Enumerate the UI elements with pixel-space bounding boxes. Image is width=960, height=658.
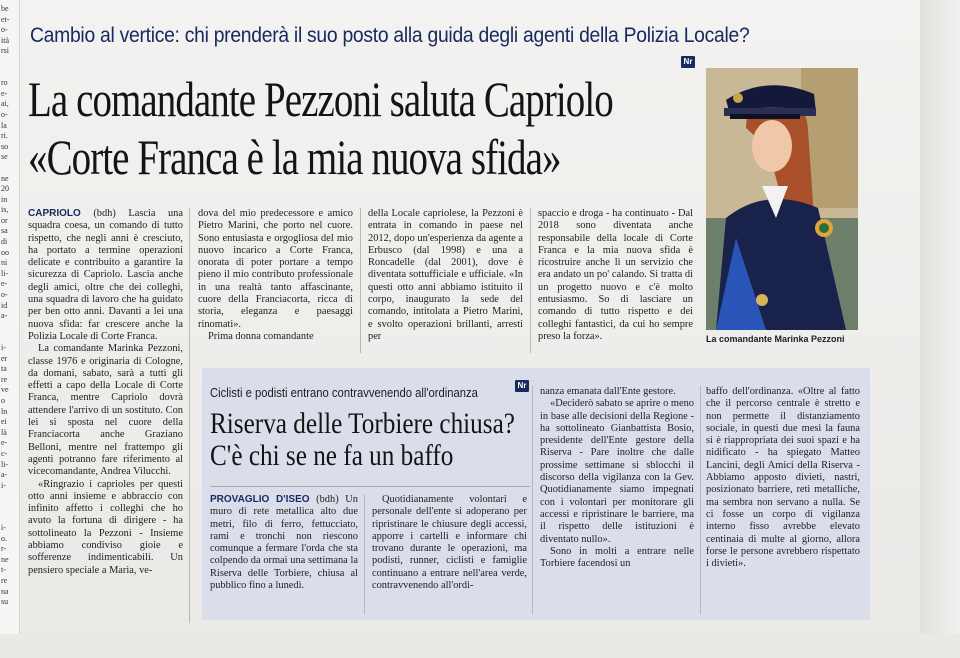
paragraph: della Locale capriolese, la Pezzoni è entrata in comando in paese nel 2012, dopo un'esperienza da agente a Erbusco (dal 1998) e una a Roncadelle (dal 2001), dove è diventata sottufficiale e ufficiale. «In questi otto anni abbiamo istituito il corpo, inaugurato la sede del comando, intitolata a Pietro Marini, e svolto operazioni brillanti, arresti per (368, 208, 523, 342)
dateline: CAPRIOLO (28, 208, 81, 219)
strip-fragment (1, 502, 19, 513)
strip-fragment: na (1, 586, 9, 596)
sidebar-headline-line-2: C'è chi se ne fa un baffo (210, 439, 454, 472)
paragraph: dova del mio predecessore e amico Pietro Marini, che porto nel cuore. Sono entusiasta e orgogliosa del mio nuovo incarico a Corte Franca, onorata di poter portare a tempo pieno il mio contributo professionale in una realtà tanto affascinante, cuore della Franciacorta, ricca di storia, eleganza e paesaggi rinomati». (198, 208, 353, 330)
strip-fragment: ro (1, 78, 8, 88)
strip-fragment: i- (1, 343, 6, 352)
portrait-photo (706, 68, 858, 330)
strip-fragment: ri. (1, 131, 8, 141)
strip-fragment: o- (1, 25, 8, 35)
paragraph: Lascia una squadra coesa, un comando di tutto rispetto, che negli anni è cresciuto, ha portato a termine operazioni delicate e contribuito a garantire la sicurezza di Capriolo. Lascia anche degli amici, oltre che dei colleghi, una squadra di lavoro che ha guidato per ben otto anni. Davanti a lei una nuova sfida: far crescere anche la Polizia Locale di Corte Franca. (28, 208, 183, 342)
strip-fragment: ve (1, 385, 9, 395)
strip-fragment (1, 513, 19, 524)
strip-fragment: ta (1, 364, 7, 374)
strip-fragment: or (1, 215, 8, 225)
paragraph: Sono in molti a entrare nelle Torbiere facendosi un (540, 545, 694, 570)
strip-fragment: in (1, 194, 8, 204)
strip-fragment: is, (1, 205, 9, 215)
strip-fragment: ln (1, 406, 8, 416)
strip-fragment: là (1, 427, 7, 437)
strip-fragment: o. (1, 533, 7, 543)
strip-fragment: o- (1, 109, 8, 119)
strip-fragment: ai, (1, 99, 9, 109)
strip-fragment: e- (1, 279, 8, 289)
column-separator (360, 208, 361, 353)
strip-fragment: c- (1, 448, 8, 458)
article-column-2 (198, 208, 353, 358)
strip-fragment: ni (1, 258, 8, 268)
strip-fragment: id (1, 300, 8, 310)
paragraph: baffo dell'ordinanza. «Oltre al fatto che il percorso centrale è stretto e non permette il distanziamento sociale, in questi due mesi la fauna si è riappropriata dei suoi spazi e ha nidificato - ha spiegato Matteo Lancini, degli Amici della Riserva - Abbiamo apposto divieti, nastri, posizionato barriere, reti metalliche, ma sembra non servano a nulla. Se ci fosse un corpo di vigilanza interno fisso avrebbe elevato centinaia di multe al giorno, allora forse le persone avrebbero rispettato i divieti». (706, 386, 860, 570)
byline: (bdh) (93, 208, 116, 219)
strip-fragment: et- (1, 14, 10, 24)
strip-fragment: li- (1, 268, 9, 278)
sidebar-column-4 (706, 386, 860, 620)
column-separator (364, 494, 365, 614)
strip-fragment: o (1, 395, 5, 405)
strip-fragment (1, 163, 19, 174)
strip-fragment: la (1, 120, 7, 130)
paragraph: nanza emanata dall'Ente gestore. (540, 386, 676, 397)
headline-line-2: «Corte Franca è la mia nuova sfida» (28, 129, 561, 185)
page-bottom-margin (0, 634, 960, 658)
column-separator (530, 208, 531, 353)
article-column-4 (538, 208, 693, 358)
strip-fragment: a- (1, 470, 8, 480)
paragraph: Quotidianamente volontari e personale dell'ente si adoperano per ripristinare le chiusure degli accessi, apporre i cartelli e informare chi trovano durante le operazioni, ma podisti, runner, ciclisti e famiglie continuano a entrare nell'area verde, contravvenendo all'ordi- (372, 494, 527, 592)
paragraph: «Deciderò sabato se aprire o meno in base alle decisioni della Regione - ha sottolineato Gianbattista Bosio, presidente dell'Ente gestore della Riserva - Pare inoltre che dalle prossime settimane si sblocchi il discorso della vigilanza con la Gev. Quotidianamente siamo impegnati con i volontari per monitorare gli accessi e ripristinare le barriere, ma il rispetto delle istituzioni è diventato nullo». (540, 398, 694, 545)
strip-fragment: t- (1, 565, 6, 575)
strip-fragment: sa (1, 226, 8, 236)
strip-fragment: e- (1, 438, 8, 448)
strip-fragment: di (1, 237, 8, 247)
paragraph: «Ringrazio i caprioles per questi otto anni insieme e abbraccio con infinito affetto i colleghi che ho avuto la fortuna di dirigere - ha sottolineato la Pezzoni - Insieme abbiamo condiviso gioie e sofferenze indimenticabili. Un pensiero speciale a Maria, ve- (28, 478, 183, 576)
photo-caption: La comandante Marinka Pezzoni (706, 334, 845, 344)
paragraph: spaccio e droga - ha continuato - Dal 2018 sono diventata anche responsabile della locale di Corte Franca e la mia nuova sfida è ricostruire anche lì un servizio che era andato un po' calando. Si tratta di un progetto nuovo e c'è molto entusiasmo. So di lasciare un comando di tutto rispetto e dei colleghi fantastici, da cui ho sempre preso la forza». (538, 208, 693, 342)
strip-fragment: oo (1, 247, 9, 257)
strip-fragment: o- (1, 290, 8, 300)
column-separator (700, 386, 701, 614)
strip-fragment: a- (1, 311, 8, 321)
byline: (bdh) (316, 494, 339, 505)
strip-fragment: ne (1, 554, 9, 564)
strip-fragment: ne (1, 173, 9, 183)
strip-fragment (1, 491, 19, 502)
strip-fragment: re (1, 374, 8, 384)
logo-badge-icon: Nr (515, 380, 529, 392)
strip-fragment: su (1, 597, 9, 607)
paragraph: Prima donna comandante (208, 330, 314, 342)
strip-fragment (1, 68, 19, 79)
sidebar-kicker: Ciclisti e podisti entrano contravvenendo all'ordinanza (210, 386, 478, 400)
article-column-1 (28, 208, 183, 628)
sidebar-column-3 (540, 386, 694, 620)
strip-fragment: rsi (1, 46, 9, 56)
strip-fragment (1, 57, 19, 68)
strip-fragment: i- (1, 480, 6, 490)
strip-fragment: li- (1, 459, 9, 469)
column-separator (532, 386, 533, 614)
paragraph: La comandante Marinka Pezzoni, classe 1976 e originaria di Cologne, da domani, sabato, sarà a tutti gli effetti a capo della Locale di Corte Franca, mentre Capriolo dovrà attendere l'arrivo di un sostituto. Con lei si sposta nel cuore della Franciacorta anche Graziano Belloni, mentre nel frattempo gli agenti potranno fare riferimento al vicecomandante, Andrea Vilucchi. (28, 343, 183, 478)
page-edge (920, 0, 960, 658)
strip-fragment: er (1, 353, 8, 363)
strip-fragment: re (1, 576, 8, 586)
strip-fragment (1, 332, 19, 343)
sidebar-column-2 (372, 494, 527, 620)
strip-fragment: ità (1, 35, 9, 45)
sidebar-headline-line-1: Riserva delle Torbiere chiusa? (210, 407, 515, 440)
logo-badge-icon: Nr (681, 56, 695, 68)
strip-fragment: 20 (1, 184, 9, 194)
strip-fragment: ei (1, 417, 7, 427)
strip-fragment: se (1, 152, 8, 162)
strip-fragment: so (1, 141, 9, 151)
article-column-3 (368, 208, 523, 358)
dateline: PROVAGLIO D'ISEO (210, 494, 310, 505)
strip-fragment: be (1, 4, 9, 13)
divider (210, 486, 530, 487)
officer-portrait-image (706, 68, 858, 330)
strip-fragment: r- (1, 544, 7, 554)
headline-line-1: La comandante Pezzoni saluta Capriolo (28, 71, 613, 127)
sidebar-column-1 (210, 494, 358, 620)
adjacent-column-fragment (0, 0, 20, 658)
strip-fragment (1, 322, 19, 333)
strip-fragment: e- (1, 88, 8, 98)
article-kicker: Cambio al vertice: chi prenderà il suo posto alla guida degli agenti della Polizia Locale? (30, 24, 750, 47)
column-separator (189, 208, 190, 623)
paragraph: Un muro di rete metallica alto due metri, filo di ferro, fettucciato, rami e tronchi non riescono comunque a fermare l'orda che sta colpendo da ormai una settimana la Riserva delle Torbiere, chiusa al pubblico fino a lunedì. (210, 494, 358, 592)
strip-fragment: i- (1, 523, 6, 533)
